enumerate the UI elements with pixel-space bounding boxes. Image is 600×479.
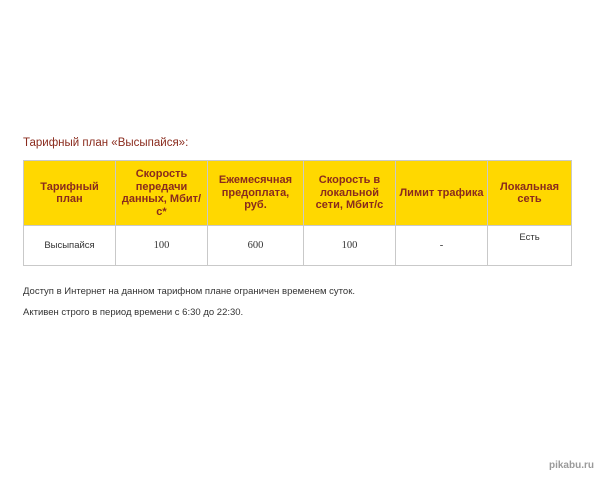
cell-local-network: Есть (488, 226, 572, 266)
watermark: pikabu.ru (548, 460, 594, 471)
cell-tariff-plan: Высыпайся (24, 226, 116, 266)
plan-title: Тарифный план «Высыпайся»: (23, 137, 189, 149)
header-data-speed: Скорость передачи данных, Мбит/с* (116, 161, 208, 226)
cell-monthly-prepayment: 600 (208, 226, 304, 266)
note-active-hours: Активен строго в период времени с 6:30 до 22:30. (23, 307, 244, 318)
cell-traffic-limit: - (396, 226, 488, 266)
cell-local-network-speed: 100 (304, 226, 396, 266)
tariff-table (23, 160, 572, 266)
header-traffic-limit: Лимит трафика (396, 161, 488, 226)
table-header-row (24, 161, 572, 226)
table-row (24, 226, 572, 266)
cell-data-speed: 100 (116, 226, 208, 266)
header-monthly-prepayment: Ежемесячная предоплата, руб. (208, 161, 304, 226)
header-tariff-plan: Тарифный план (24, 161, 116, 226)
note-time-restriction: Доступ в Интернет на данном тарифном плане ограничен временем суток. (23, 286, 355, 297)
header-local-network: Локальная сеть (488, 161, 572, 226)
header-local-network-speed: Скорость в локальной сети, Мбит/с (304, 161, 396, 226)
